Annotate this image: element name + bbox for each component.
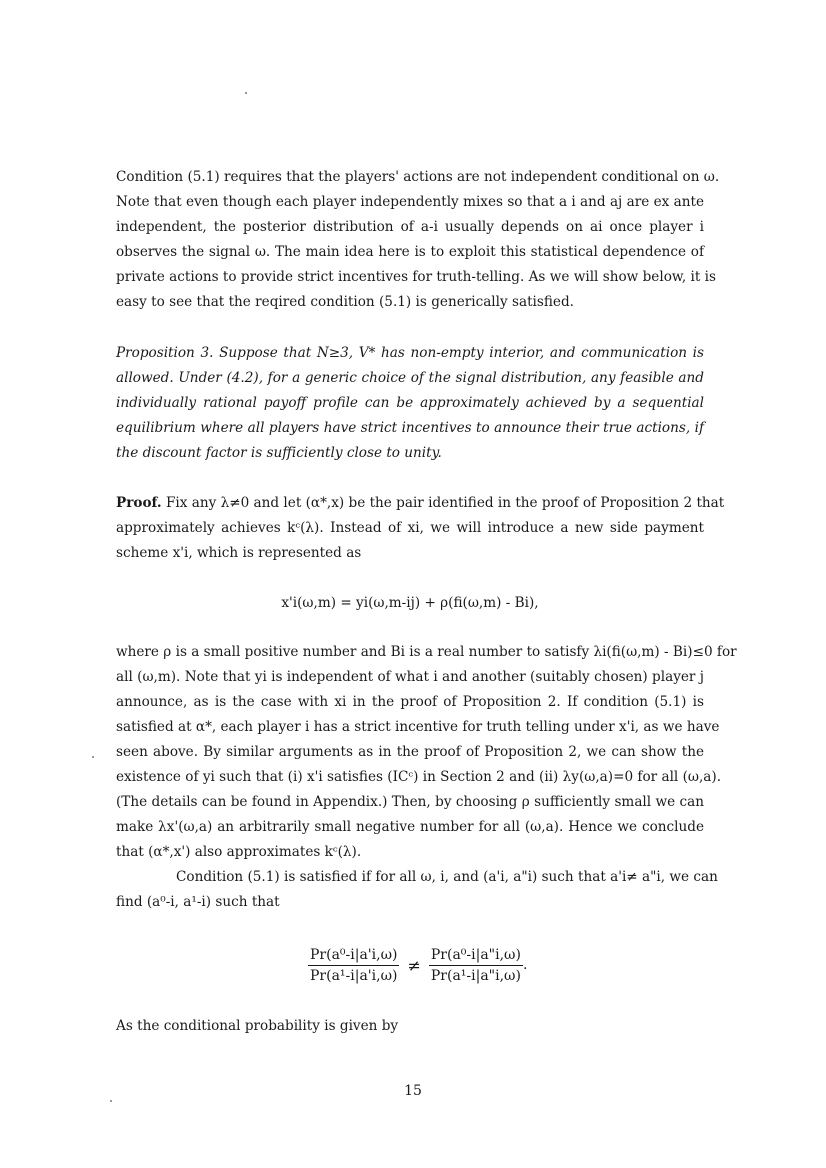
scan-speck-top [245, 92, 247, 94]
text-line: that (α*,x') also approximates kᶜ(λ). [116, 844, 362, 860]
proposition-line: the discount factor is sufficiently close to unity. [116, 445, 442, 461]
right-denominator: Pr(a¹-i|a"i,ω) [430, 967, 521, 984]
proposition-line: equilibrium where all players have strict incentives to announce their true actions, if [116, 420, 704, 436]
fraction-bar [308, 965, 399, 966]
text-line: existence of yi such that (i) x'i satisfies (ICᶜ) in Section 2 and (ii) λy(ω,a)=0 for all (ω,a). [116, 769, 722, 785]
text-line: private actions to provide strict incentives for truth-telling. As we will show below, it is [116, 269, 716, 285]
equation-period: . [522, 957, 528, 973]
proposition-line: Proposition 3. Suppose that N≥3, V* has non-empty interior, and communication is [116, 345, 704, 361]
text-line: scheme x'i, which is represented as [116, 545, 362, 561]
right-fraction [429, 947, 523, 984]
text-line: Note that even though each player independently mixes so that a i and aj are ex ante [116, 194, 704, 210]
not-equal-sign: ≠ [407, 955, 421, 975]
text-line: seen above. By similar arguments as in the proof of Proposition 2, we can show the [116, 744, 704, 760]
text-line: (The details can be found in Appendix.) Then, by choosing ρ sufficiently small we can [116, 794, 704, 810]
scan-speck-bottom [110, 1100, 112, 1102]
equation-side-payment: x'i(ω,m) = yi(ω,m-ij) + ρ(fi(ω,m) - Bi), [281, 595, 539, 611]
text-line: announce, as is the case with xi in the proof of Proposition 2. If condition (5.1) is [116, 694, 704, 710]
text-line: independent, the posterior distribution of a-i usually depends on ai once player i [116, 219, 704, 235]
paragraph-5: As the conditional probability is given by [116, 1018, 399, 1034]
proposition-line: individually rational payoff profile can be approximately achieved by a sequential [116, 395, 704, 411]
text-line: find (a⁰-i, a¹-i) such that [116, 894, 280, 910]
text-line: easy to see that the reqired condition (5.1) is generically satisfied. [116, 294, 574, 310]
text-line: satisfied at α*, each player i has a strict incentive for truth telling under x'i, as we have [116, 719, 720, 735]
text-line: Fix any λ≠0 and let (α*,x) be the pair identified in the proof of Proposition 2 that [161, 495, 725, 511]
text-line: all (ω,m). Note that yi is independent of what i and another (suitably chosen) player j [116, 669, 704, 685]
proposition-line: allowed. Under (4.2), for a generic choice of the signal distribution, any feasible and [116, 370, 704, 386]
equation-likelihood-ratio [308, 940, 527, 990]
proof-first-line [116, 494, 725, 512]
text-line: approximately achieves kᶜ(λ). Instead of xi, we will introduce a new side payment [116, 520, 704, 536]
proof-label: Proof. [116, 495, 162, 511]
text-line: Condition (5.1) requires that the players' actions are not independent conditional on ω. [116, 169, 720, 185]
text-line: observes the signal ω. The main idea here is to exploit this statistical dependence of [116, 244, 704, 260]
left-denominator: Pr(a¹-i|a'i,ω) [310, 967, 398, 984]
page-number: 15 [404, 1083, 422, 1099]
left-fraction [308, 947, 399, 984]
text-line: Condition (5.1) is satisfied if for all ω, i, and (a'i, a"i) such that a'i≠ a"i, we can [176, 869, 718, 885]
right-numerator: Pr(a⁰-i|a"i,ω) [430, 946, 521, 963]
scan-speck-left [92, 756, 94, 758]
text-line: where ρ is a small positive number and Bi is a real number to satisfy λi(fi(ω,m) - Bi)≤0 for [116, 644, 737, 660]
text-line: make λx'(ω,a) an arbitrarily small negative number for all (ω,a). Hence we conclude [116, 819, 704, 835]
fraction-bar [429, 965, 523, 966]
left-numerator: Pr(a⁰-i|a'i,ω) [310, 946, 398, 963]
